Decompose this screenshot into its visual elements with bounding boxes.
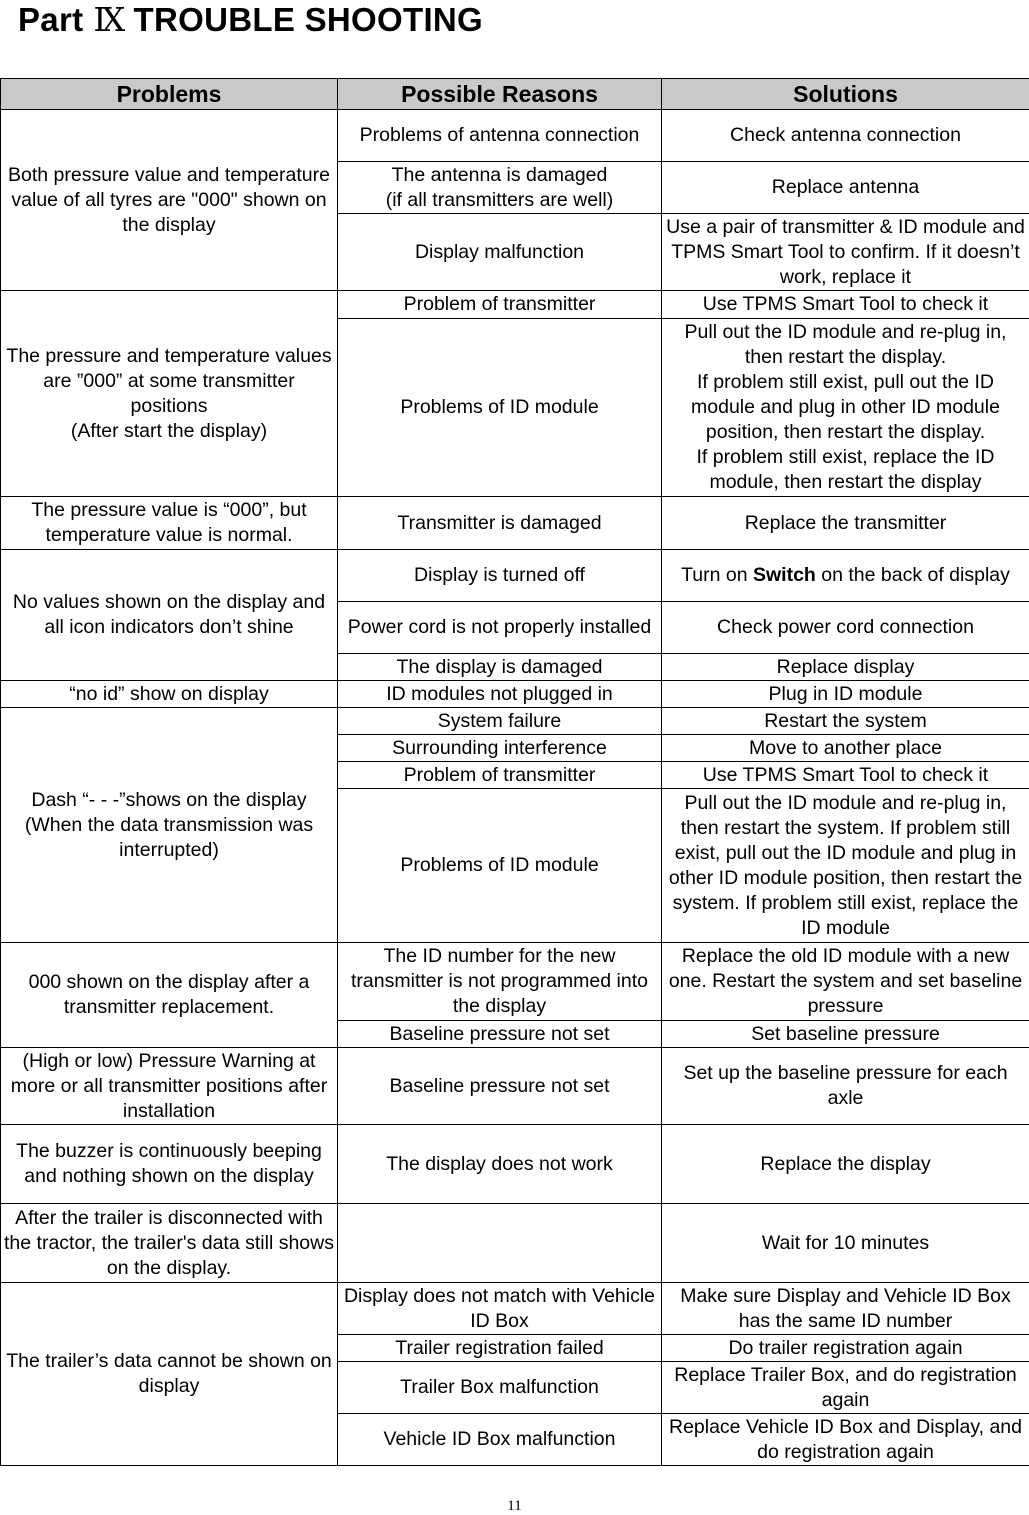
solution-cell: Pull out the ID module and re-plug in, then restart the system. If problem still exist, pull out the ID module and plug in other ID module position, then restart the system. If problem still exist, replace the ID module bbox=[662, 789, 1029, 943]
table-row bbox=[1, 291, 1029, 319]
page-number: 11 bbox=[507, 1498, 522, 1514]
solution-cell: Plug in ID module bbox=[662, 681, 1029, 708]
solution-cell bbox=[662, 550, 1029, 602]
reason-cell: Problem of transmitter bbox=[338, 291, 662, 319]
problem-cell: “no id” show on display bbox=[1, 681, 338, 708]
problem-cell: The pressure and temperature values are ”000” at some transmitter positions (After start the display) bbox=[1, 291, 338, 497]
table-row bbox=[1, 1204, 1029, 1283]
reason-cell: Trailer Box malfunction bbox=[338, 1362, 662, 1414]
table-row bbox=[1, 943, 1029, 1021]
solution-cell: Use a pair of transmitter & ID module and TPMS Smart Tool to confirm. If it doesn’t work, replace it bbox=[662, 214, 1029, 291]
solution-cell: Replace Trailer Box, and do registration again bbox=[662, 1362, 1029, 1414]
solution-cell: Restart the system bbox=[662, 708, 1029, 735]
reason-cell bbox=[338, 1204, 662, 1283]
problem-cell: 000 shown on the display after a transmitter replacement. bbox=[1, 943, 338, 1048]
solution-text: on the back of display bbox=[815, 564, 1010, 586]
solution-cell: Wait for 10 minutes bbox=[662, 1204, 1029, 1283]
table-row bbox=[1, 1048, 1029, 1125]
solution-cell: Use TPMS Smart Tool to check it bbox=[662, 762, 1029, 789]
reason-cell: The display is damaged bbox=[338, 654, 662, 681]
table-row bbox=[1, 1125, 1029, 1204]
solution-cell: Use TPMS Smart Tool to check it bbox=[662, 291, 1029, 319]
switch-label: Switch bbox=[753, 564, 816, 586]
reason-cell: Vehicle ID Box malfunction bbox=[338, 1414, 662, 1466]
reason-cell: The display does not work bbox=[338, 1125, 662, 1204]
reason-cell: ID modules not plugged in bbox=[338, 681, 662, 708]
solution-cell: Move to another place bbox=[662, 735, 1029, 762]
header-solutions: Solutions bbox=[662, 79, 1029, 110]
reason-cell: Problems of ID module bbox=[338, 789, 662, 943]
solution-cell: Replace display bbox=[662, 654, 1029, 681]
problem-cell: After the trailer is disconnected with the tractor, the trailer's data still shows on the display. bbox=[1, 1204, 338, 1283]
title-roman-numeral: Ⅸ bbox=[93, 0, 126, 39]
table-row bbox=[1, 550, 1029, 602]
solution-cell: Replace the old ID module with a new one. Restart the system and set baseline pressure bbox=[662, 943, 1029, 1021]
reason-cell: Display is turned off bbox=[338, 550, 662, 602]
table-row bbox=[1, 110, 1029, 162]
reason-cell: Surrounding interference bbox=[338, 735, 662, 762]
reason-cell: Power cord is not properly installed bbox=[338, 602, 662, 654]
reason-cell: Baseline pressure not set bbox=[338, 1048, 662, 1125]
title-text: TROUBLE SHOOTING bbox=[133, 1, 484, 38]
reason-cell: Problems of ID module bbox=[338, 319, 662, 497]
header-reasons: Possible Reasons bbox=[338, 79, 662, 110]
problem-cell: The pressure value is “000”, but temperature value is normal. bbox=[1, 497, 338, 550]
table-row bbox=[1, 681, 1029, 708]
solution-cell: Set up the baseline pressure for each axle bbox=[662, 1048, 1029, 1125]
reason-cell: System failure bbox=[338, 708, 662, 735]
solution-cell: Replace Vehicle ID Box and Display, and do registration again bbox=[662, 1414, 1029, 1466]
problem-cell: Dash “- - -”shows on the display (When the data transmission was interrupted) bbox=[1, 708, 338, 943]
page-title bbox=[18, 0, 483, 39]
reason-cell: Display malfunction bbox=[338, 214, 662, 291]
table-row bbox=[1, 1283, 1029, 1335]
problem-cell: Both pressure value and temperature value of all tyres are "000" shown on the display bbox=[1, 110, 338, 291]
title-prefix: Part bbox=[18, 1, 84, 38]
solution-cell: Do trailer registration again bbox=[662, 1335, 1029, 1362]
problem-cell: (High or low) Pressure Warning at more or all transmitter positions after installation bbox=[1, 1048, 338, 1125]
problem-cell: The buzzer is continuously beeping and nothing shown on the display bbox=[1, 1125, 338, 1204]
reason-cell: Transmitter is damaged bbox=[338, 497, 662, 550]
solution-cell: Replace antenna bbox=[662, 162, 1029, 214]
reason-cell: The antenna is damaged (if all transmitters are well) bbox=[338, 162, 662, 214]
reason-cell: Trailer registration failed bbox=[338, 1335, 662, 1362]
solution-cell: Replace the transmitter bbox=[662, 497, 1029, 550]
solution-text: Turn on bbox=[681, 564, 753, 586]
solution-cell: Make sure Display and Vehicle ID Box has the same ID number bbox=[662, 1283, 1029, 1335]
reason-cell: Problems of antenna connection bbox=[338, 110, 662, 162]
solution-cell: Check power cord connection bbox=[662, 602, 1029, 654]
problem-cell: The trailer’s data cannot be shown on display bbox=[1, 1283, 338, 1466]
reason-cell: Problem of transmitter bbox=[338, 762, 662, 789]
header-row bbox=[1, 79, 1029, 110]
table-row bbox=[1, 497, 1029, 550]
problem-cell: No values shown on the display and all icon indicators don’t shine bbox=[1, 550, 338, 681]
reason-cell: Display does not match with Vehicle ID Box bbox=[338, 1283, 662, 1335]
troubleshooting-table bbox=[0, 78, 1029, 1466]
reason-cell: The ID number for the new transmitter is not programmed into the display bbox=[338, 943, 662, 1021]
table-row bbox=[1, 708, 1029, 735]
solution-cell: Replace the display bbox=[662, 1125, 1029, 1204]
solution-cell: Check antenna connection bbox=[662, 110, 1029, 162]
solution-cell: Pull out the ID module and re-plug in, then restart the display. If problem still exist, pull out the ID module and plug in other ID module position, then restart the display. If problem still exist, replace the ID module, then restart the display bbox=[662, 319, 1029, 497]
header-problems: Problems bbox=[1, 79, 338, 110]
reason-cell: Baseline pressure not set bbox=[338, 1021, 662, 1048]
solution-cell: Set baseline pressure bbox=[662, 1021, 1029, 1048]
